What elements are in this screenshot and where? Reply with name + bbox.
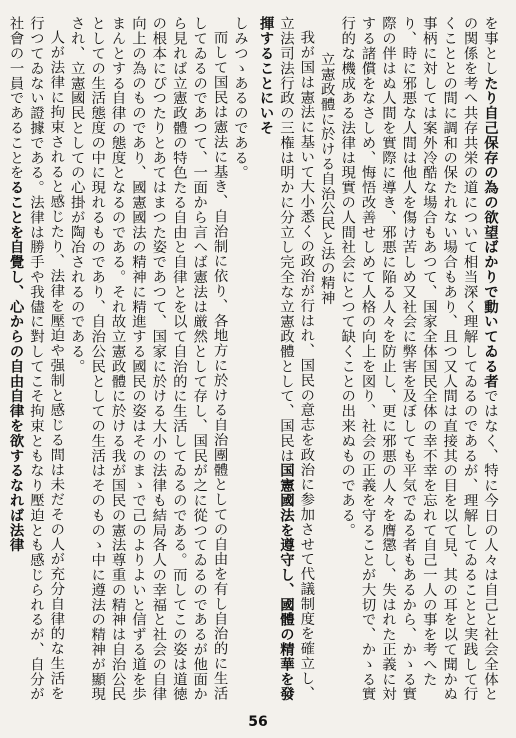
self-government-text: 而して国民は憲法に基き、自治制に依り、各地方に於ける自治團體としての自由を有し自治的に生活してゐるのであつて、一面から言へば憲法は厳然として存し、国民が之に從つてゐるのであるが他面から見れば立憲政體の特色たる自由と自律とを以て自治的に生活してゐるのである。而してこの姿は道徳の根本にぴつたりとあてはまつた姿であつて、国家に於ける大小の法律も結局各人の幸福と社会の自律向上の為のものであり、國憲國法の精神に精進する國民の姿はそのまゝで己のよりよいと信ずる道を歩まんとする自律の態度となるのである。それ故立憲政體に於ける我が国民の憲法尊重の精神は自治公民としての生活態度の中に現れるものであり、自治公民としての生活はそのものゝ中に遵法の精神が顯現され、立憲國民としての心掛が陶冶されるのである。: [68, 16, 228, 702]
constitution-text: 我が国は憲法に基いて大小悉くの政治が行はれ、国民の意志を政治に参加させて代議制度を確立し、立法司法行政の三権は明かに分立し完全な立憲政體として、国民は: [277, 16, 315, 701]
section-heading: [316, 16, 336, 706]
left-text-column: [7, 16, 250, 706]
paragraph-intro: [337, 16, 500, 706]
right-text-column: [257, 16, 500, 706]
law-constraint-text-bold: ることを自覺し、心からの自由自律を欲するなれば法律: [7, 179, 25, 553]
page-number: 56: [248, 714, 268, 730]
paragraph-self-government: [66, 16, 229, 706]
intro-text-bold: たり自己保存の為の欲望ばかりで動いてゐる者: [482, 75, 499, 389]
law-constraint-text: 人が法律に拘束されると感じたり、法律を壓迫や强制と感じる間は未だその人が充分自律的な生活を行つてゐない證據である。法律は勝手や我儘に對してこそ拘束ともなり壓迫とも感じられるが、自分が社會の一員であることを: [7, 16, 65, 702]
intro-text-start: を事とし: [482, 16, 498, 76]
constitution-text-bold: 国憲國法を遵守し、國體の精華を發揮することにいそ: [257, 16, 295, 702]
paragraph-continuation: [230, 16, 250, 706]
section-heading-text: 立憲政體に於ける自治公民と法の精神: [318, 52, 335, 306]
paragraph-constitution: [255, 16, 316, 706]
continuation-text: しみつゝあるのである。: [232, 16, 248, 180]
intro-text-rest: ではなく、特に今日の人々は自己と社会全体との関係を考へ共存共栄の道について相当深く理解してゐるのであるが、理解してゐることと実践して行くこととの間に調和の保たれない場合もあり、且つ又人間は直接其の目を以て見、其の耳を以て聞かぬ事柄に対しては案外冷酷な場合もあつて、国家全体国民全体の幸不幸を忘れて自己一人の事を考へたり、時に邪悪な人間は他人を傷け苦しめ又社会に弊害を及ぼしても平気でゐる者もあるから、かゝる實際の伴はぬ人間を實際に導き、邪悪に陥る人々を防止し、更に邪悪の人々を膺懲し、失はれた正義に対する諸償をなさしめ、悔悟改善せしめて人格の向上を図り、社会の正義を守ることが大切で、かゝる實行的な機成ある法律は現實の人間社会にとつて缺くことの出来ぬものである。: [339, 16, 498, 702]
paragraph-law-constraint: [5, 16, 66, 706]
